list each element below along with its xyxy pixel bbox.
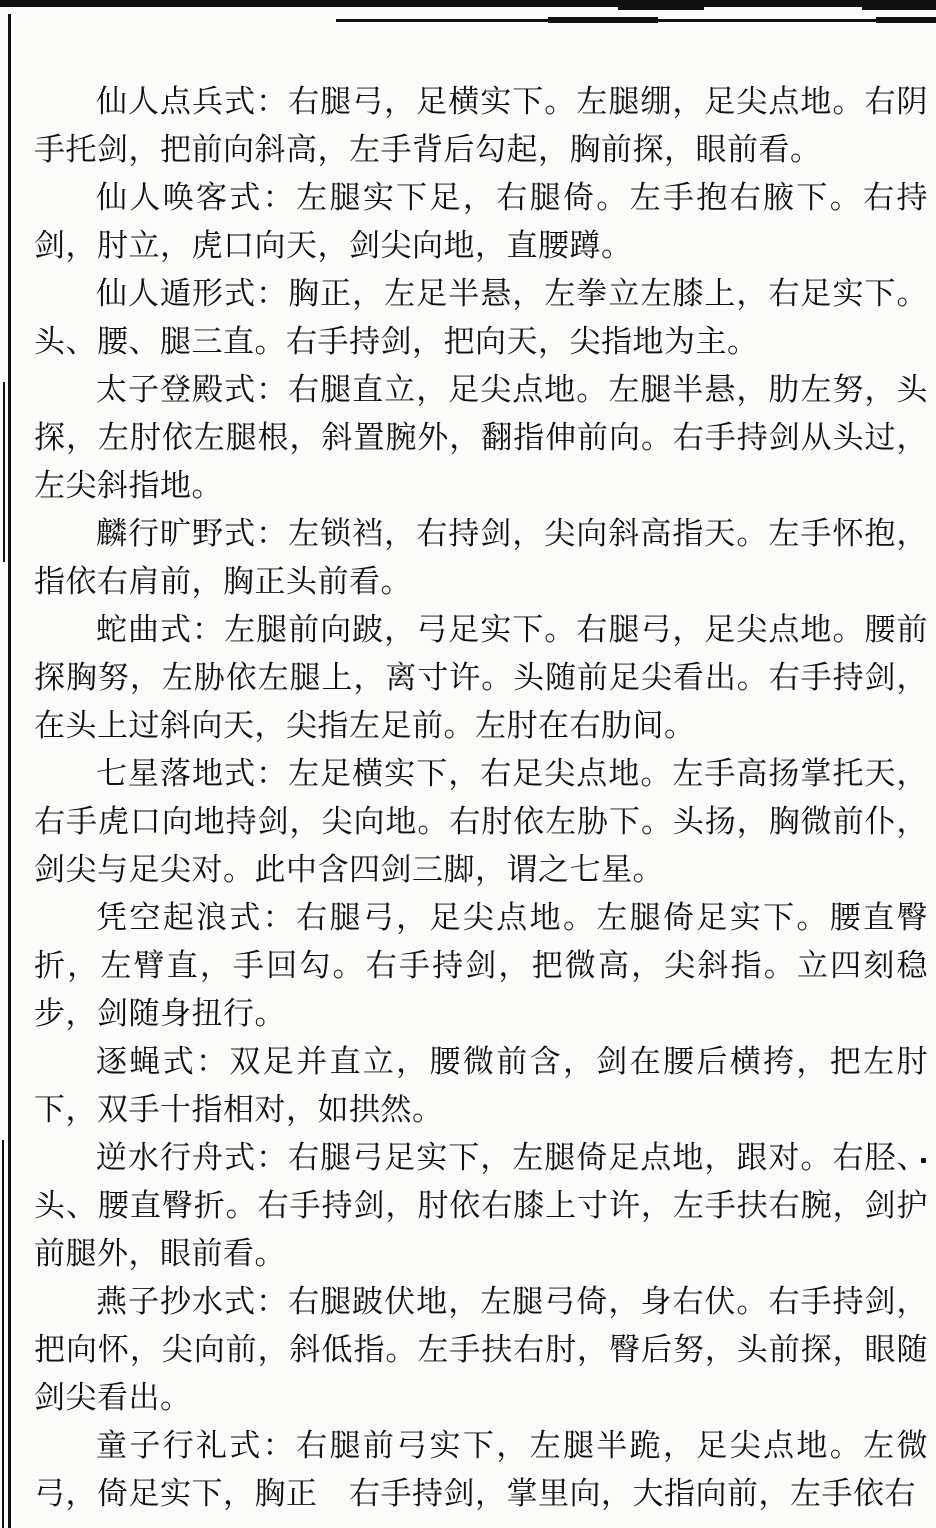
stance-paragraph-仙人唤客式: 仙人唤客式：左腿实下足，右腿倚。左手抱右腋下。右持剑，肘立，虎口向天，剑尖向地，直腰蹲。 xyxy=(34,180,928,263)
scan-artifact-top-bar xyxy=(0,0,936,7)
stance-paragraph-仙人遁形式: 仙人遁形式：胸正，左足半悬，左拳立左膝上，右足实下。头、腰、腿三直。右手持剑，把向天，尖指地为主。 xyxy=(34,276,928,359)
stance-paragraph-燕子抄水式: 燕子抄水式：右腿跛伏地，左腿弓倚，身右伏。右手持剑，把向怀，尖向前，斜低指。左手扶右肘，臀后努，头前探，眼随剑尖看出。 xyxy=(34,1284,928,1415)
stance-paragraph-蛇曲式: 蛇曲式：左腿前向跛，弓足实下。右腿弓，足尖点地。腰前探胸努，左胁依左腿上，离寸许。头随前足尖看出。右手持剑，在头上过斜向天，尖指左足前。左肘在右肋间。 xyxy=(34,612,928,743)
stance-paragraph-七星落地式: 七星落地式：左足横实下，右足尖点地。左手高扬掌托天，右手虎口向地持剑，尖向地。右肘依左胁下。头扬，胸微前仆，剑尖与足尖对。此中含四剑三脚，谓之七星。 xyxy=(34,756,928,887)
scan-artifact-left-edge-line-double xyxy=(2,1140,4,1528)
stance-paragraph-逆水行舟式: 逆水行舟式：右腿弓足实下，左腿倚足点地，跟对。右胫、头、腰直臀折。右手持剑，肘依右膝上寸许，左手扶右腕，剑护前腿外，眼前看。 xyxy=(34,1140,928,1271)
scan-artifact-rule-blob xyxy=(548,17,658,23)
stance-paragraph-麟行旷野式: 麟行旷野式：左锁裆，右持剑，尖向斜高指天。左手怀抱，指依右肩前，胸正头前看。 xyxy=(34,516,928,599)
scan-artifact-rule-blob xyxy=(876,17,936,23)
stance-paragraph-凭空起浪式: 凭空起浪式：右腿弓，足尖点地。左腿倚足实下。腰直臀折，左臂直，手回勾。右手持剑，把微高，尖斜指。立四刻稳步，剑随身扭行。 xyxy=(34,900,928,1031)
stance-paragraph-太子登殿式: 太子登殿式：右腿直立，足尖点地。左腿半悬，肋左努，头探，左肘依左腿根，斜置腕外，翻指伸前向。右手持剑从头过，左尖斜指地。 xyxy=(34,372,928,503)
scan-artifact-top-bump xyxy=(862,6,936,10)
page-text-block xyxy=(34,78,928,1518)
stance-paragraph-童子行礼式: 童子行礼式：右腿前弓实下，左腿半跪，足尖点地。左微弓，倚足实下，胸正 右手持剑，掌里向，大指向前，左手依右 xyxy=(34,1428,928,1511)
scan-artifact-top-bump xyxy=(618,6,704,10)
stance-paragraph-仙人点兵式: 仙人点兵式：右腿弓，足横实下。左腿绷，足尖点地。右阴手托剑，把前向斜高，左手背后勾起，胸前探，眼前看。 xyxy=(34,84,928,167)
scan-artifact-left-edge-line-double xyxy=(3,382,5,562)
scan-artifact-left-edge-line xyxy=(8,14,11,1528)
stance-paragraph-逐蝇式: 逐蝇式：双足并直立，腰微前含，剑在腰后横挎，把左肘下，双手十指相对，如拱然。 xyxy=(34,1044,928,1127)
